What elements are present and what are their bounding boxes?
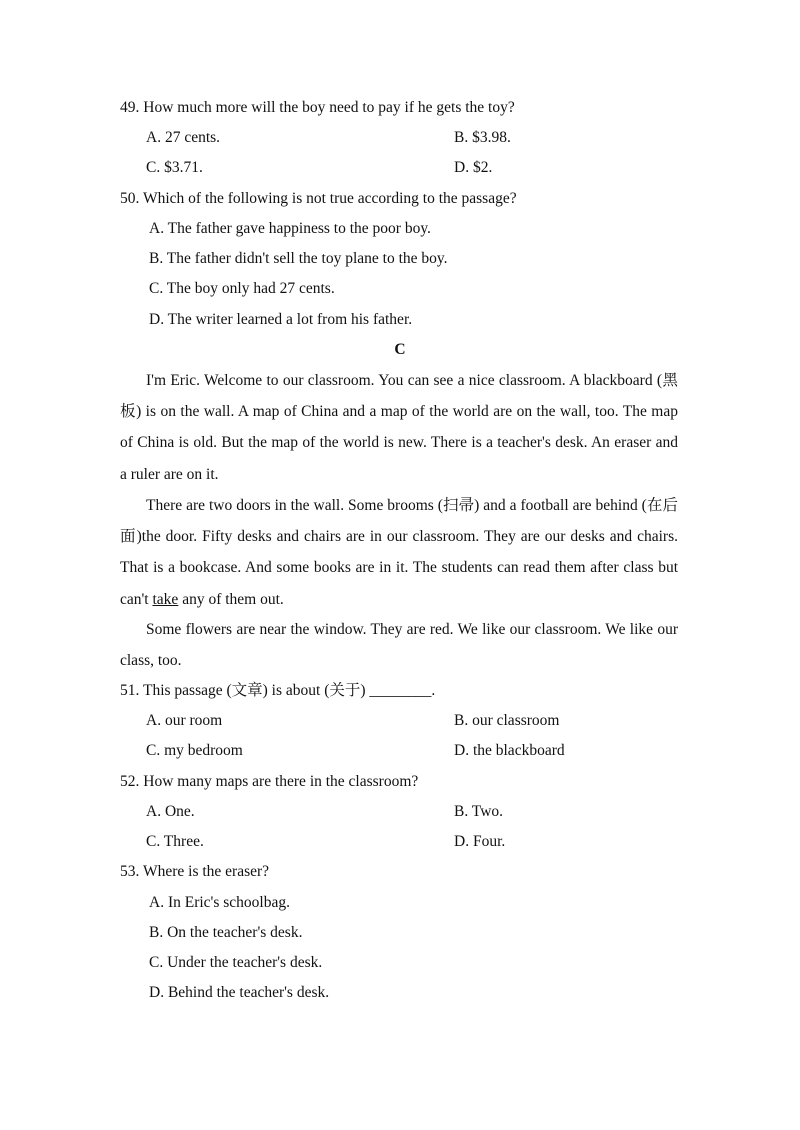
question-52-stem: 52. How many maps are there in the classroom? — [120, 773, 419, 790]
question-52-option-a: A. One. — [146, 803, 195, 820]
passage-paragraph-3-text: Some flowers are near the window. They are red. We like our classroom. We like our class, too. — [120, 621, 678, 670]
passage-paragraph-1 — [120, 365, 678, 490]
question-52-option-b: B. Two. — [454, 803, 504, 820]
question-53-option-b: B. On the teacher's desk. — [149, 924, 303, 941]
passage-paragraph-1-text: I'm Eric. Welcome to our classroom. You can see a nice classroom. A blackboard (黑板) is on the wall. A map of China and a map of the world are on the wall, too. The map of China is old. But the map of the world is new. There is a teacher's desk. An eraser and a ruler are on it. — [120, 372, 678, 483]
question-51-option-c: C. my bedroom — [146, 742, 243, 759]
passage-paragraph-3 — [120, 614, 678, 676]
question-49-option-a: A. 27 cents. — [146, 129, 221, 146]
section-c-title: C — [394, 341, 406, 358]
question-49-stem: 49. How much more will the boy need to pay if he gets the toy? — [120, 99, 515, 116]
question-51-option-d: D. the blackboard — [454, 742, 565, 759]
passage-paragraph-2 — [120, 490, 678, 615]
question-50-option-b: B. The father didn't sell the toy plane to the boy. — [149, 250, 448, 267]
question-49-option-b: B. $3.98. — [454, 129, 511, 146]
question-53-option-d: D. Behind the teacher's desk. — [149, 984, 330, 1001]
question-50-stem: 50. Which of the following is not true according to the passage? — [120, 190, 517, 207]
question-51-option-b: B. our classroom — [454, 712, 560, 729]
question-49-option-d: D. $2. — [454, 159, 493, 176]
question-51-stem: 51. This passage (文章) is about (关于) ________. — [120, 682, 436, 699]
question-49-option-c: C. $3.71. — [146, 159, 203, 176]
question-53-option-a: A. In Eric's schoolbag. — [149, 894, 290, 911]
question-53-stem: 53. Where is the eraser? — [120, 863, 270, 880]
question-52-option-c: C. Three. — [146, 833, 204, 850]
question-50-option-d: D. The writer learned a lot from his father. — [149, 311, 413, 328]
question-52-option-d: D. Four. — [454, 833, 506, 850]
question-50-option-a: A. The father gave happiness to the poor boy. — [149, 220, 431, 237]
passage-paragraph-2-text-b: any of them out. — [178, 590, 284, 608]
passage-paragraph-2-text-a: There are two doors in the wall. Some brooms (扫帚) and a football are behind (在后面)the door. Fifty desks and chairs are in our classroom. They are our desks and chairs. That is a bookcase. And some books are in it. The students can read them after class but can't — [120, 497, 678, 608]
question-50-option-c: C. The boy only had 27 cents. — [149, 280, 335, 297]
passage-underlined-word: take — [152, 590, 179, 608]
question-51-option-a: A. our room — [146, 712, 223, 729]
question-53-option-c: C. Under the teacher's desk. — [149, 954, 323, 971]
